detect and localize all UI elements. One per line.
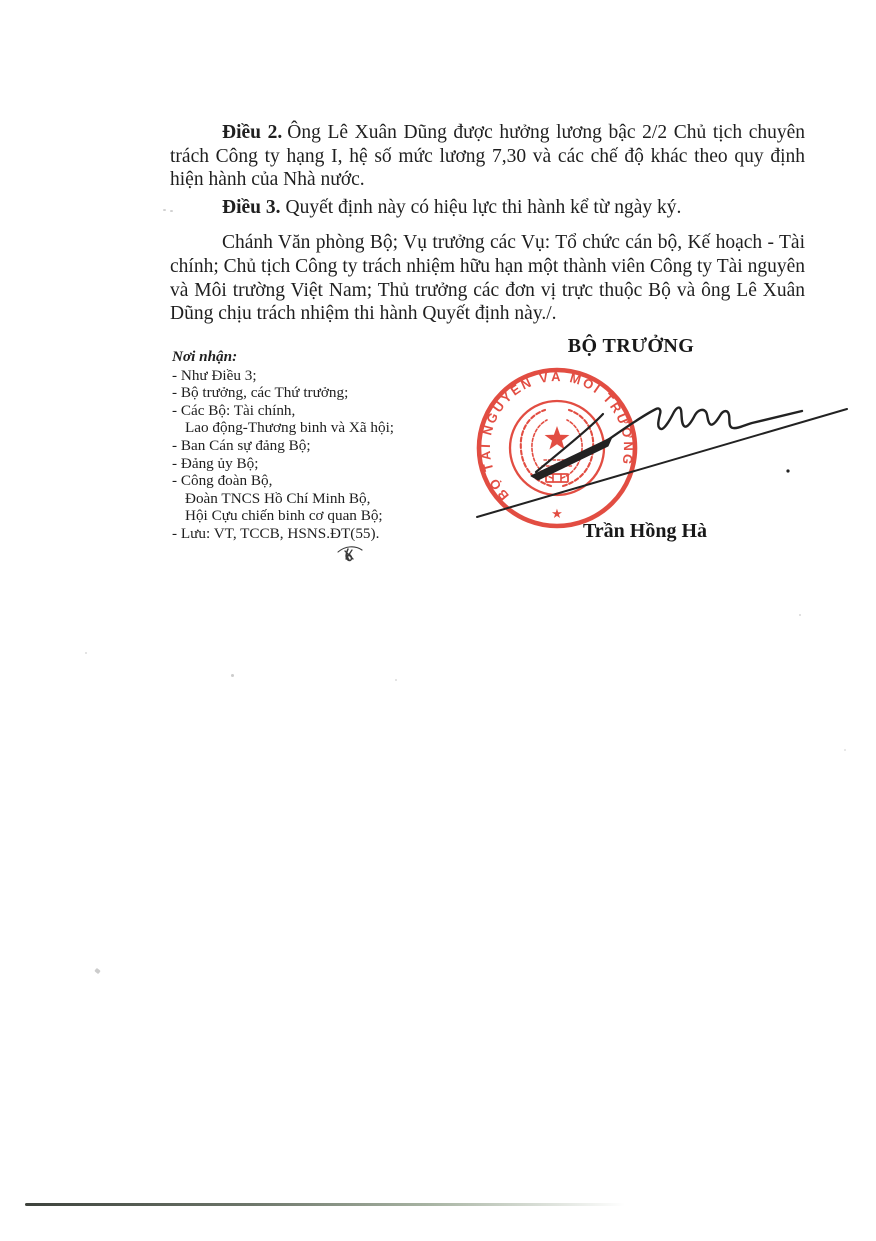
article-2-paragraph (170, 121, 805, 192)
scan-speck (231, 674, 234, 677)
article-3-text: Quyết định này có hiệu lực thi hành kể từ ngày ký. (285, 196, 682, 218)
seal-text-ring: BỘ TÀI NGUYÊN VÀ MÔI TRƯỜNG (477, 369, 637, 504)
document-body (170, 121, 805, 326)
recipients-heading: Nơi nhận: (172, 348, 238, 365)
recipient-item: - Như Điều 3; (172, 366, 257, 384)
scan-speck (799, 614, 801, 616)
seal-star-icon: ★ (551, 507, 563, 522)
signer-title: BỘ TRƯỞNG (567, 335, 695, 357)
article-2-label: Điều 2. (222, 122, 283, 143)
article-3-label: Điều 3. (222, 196, 281, 218)
article-2-text: Ông Lê Xuân Dũng được hưởng lương bậc 2/2 Chủ tịch chuyên trách Công ty hạng I, hệ số mức lương 7,30 và các chế độ khác theo quy định hiện hành của Nhà nước. (170, 122, 806, 191)
scan-speck (844, 749, 846, 751)
paraph-initial-mark (335, 543, 365, 567)
recipient-item: - Công đoàn Bộ, (172, 472, 273, 490)
minister-signature (450, 385, 860, 530)
scan-speck (170, 210, 173, 212)
signer-name: Trần Hồng Hà (582, 520, 708, 542)
article-3-paragraph (170, 196, 805, 220)
recipient-item: Lao động-Thương binh và Xã hội; (185, 419, 395, 437)
recipient-item: Hội Cựu chiến binh cơ quan Bộ; (185, 507, 383, 525)
implementation-paragraph: Chánh Văn phòng Bộ; Vụ trưởng các Vụ: Tổ chức cán bộ, Kế hoạch - Tài chính; Chủ tịch Công ty trách nhiệm hữu hạn một thành viên Công ty Tài nguyên và Môi trường Việt Nam; Thủ trưởng các đơn vị trực thuộc Bộ và ông Lê Xuân Dũng chịu trách nhiệm thi hành Quyết định này./. (170, 232, 805, 325)
recipient-item: - Ban Cán sự đảng Bộ; (172, 436, 311, 454)
recipient-item: Đoàn TNCS Hồ Chí Minh Bộ, (185, 489, 371, 507)
scan-speck (163, 209, 166, 211)
recipient-item: - Các Bộ: Tài chính, (172, 401, 296, 419)
scan-speck (85, 652, 87, 654)
scan-edge-line (25, 1203, 625, 1206)
recipient-item: - Lưu: VT, TCCB, HSNS.ĐT(55). (172, 524, 380, 542)
recipient-item: - Bộ trưởng, các Thứ trưởng; (172, 384, 349, 402)
scan-speck (94, 968, 100, 974)
recipients-block (172, 348, 437, 543)
recipient-item: - Đảng ủy Bộ; (172, 454, 259, 472)
scan-speck (395, 679, 397, 681)
